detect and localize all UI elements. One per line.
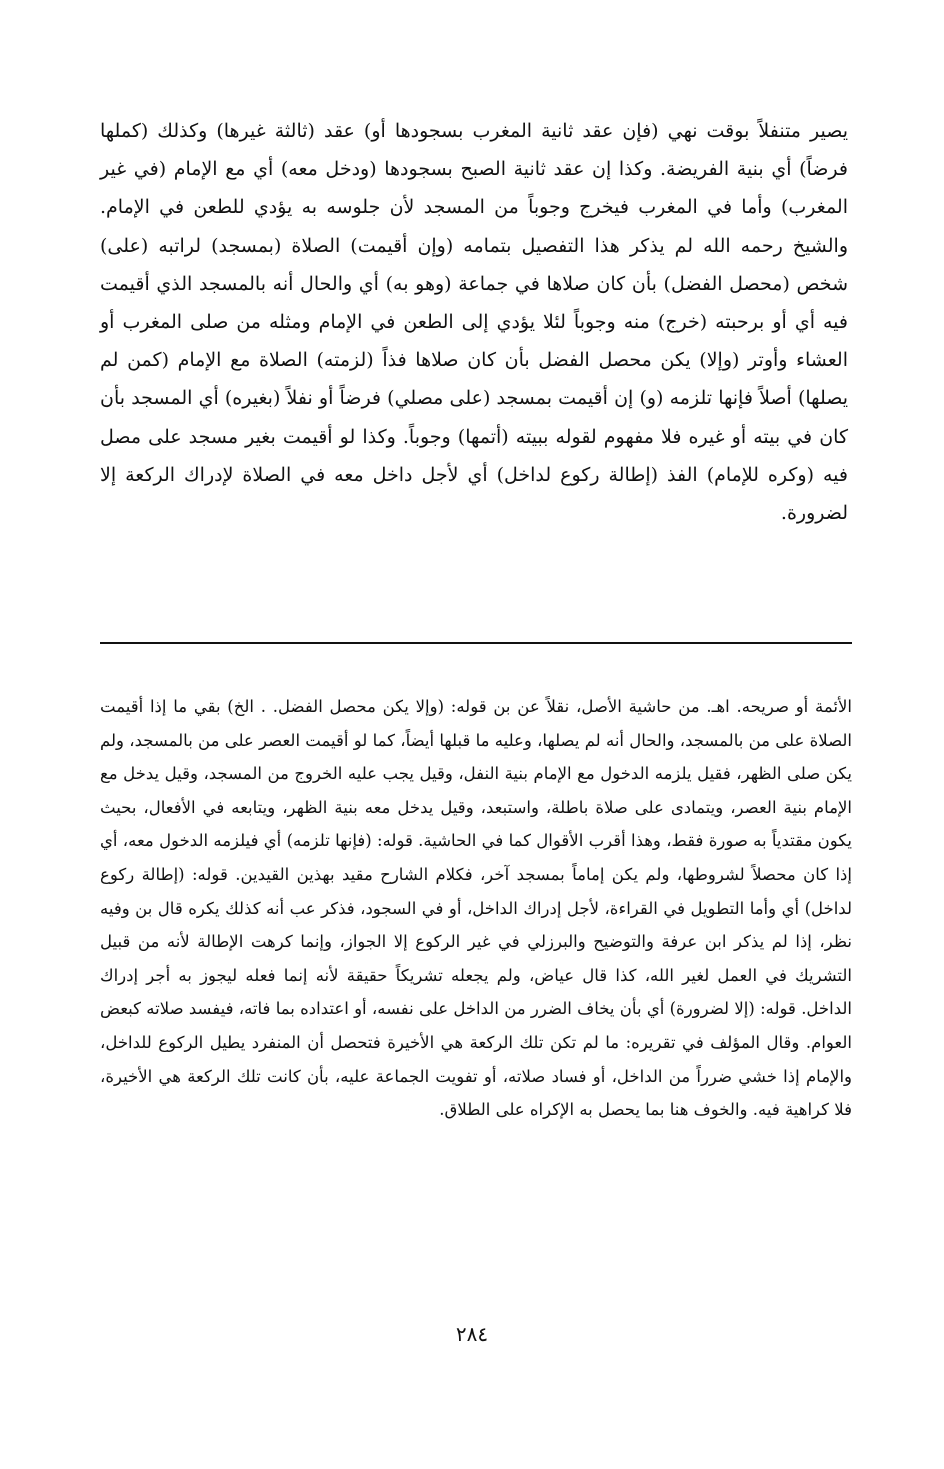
page-number: ٢٨٤ <box>455 1322 489 1346</box>
footnote-commentary <box>100 690 852 1127</box>
main-body-text <box>100 112 848 532</box>
footnote-paragraph: الأئمة أو صريحه. اهـ. من حاشية الأصل، نقلاً عن بن قوله: (وإلا يكن محصل الفضل. . الخ) بقي ما إذا أقيمت الصلاة على من بالمسجد، والحال أنه لم يصلها، وعليه ما قبلها أيضاً، كما لو أقيمت العصر على من بالمسجد، ولم يكن صلى الظهر، فقيل يلزمه الدخول مع الإمام بنية النفل، وقيل يجب عليه الخروج من المسجد، وقيل يدخل مع الإمام بنية العصر، ويتمادى على صلاة باطلة، واستبعد، وقيل يدخل معه بنية الظهر، ويتابعه في الأفعال، بحيث يكون مقتدياً به صورة فقط، وهذا أقرب الأقوال كما في الحاشية. قوله: (فإنها تلزمه) أي فيلزمه الدخول معه، أي إذا كان محصلاً لشروطها، ولم يكن إماماً بمسجد آخر، فكلام الشارح مقيد بهذين القيدين. قوله: (إطالة ركوع لداخل) أي وأما التطويل في القراءة، لأجل إدراك الداخل، أو في السجود، فذكر عب أنه كذلك يكره قال بن وفيه نظر، إذا لم يذكر ابن عرفة والتوضيح والبرزلي في غير الركوع إلا الجواز، وإنما كرهت الإطالة لأنه من قبيل التشريك في العمل لغير الله، كذا قال عياض، ولم يجعله تشريكاً حقيقة لأنه إنما فعله ليجوز به أجر إدراك الداخل. قوله: (إلا لضرورة) أي بأن يخاف الضرر من الداخل على نفسه، أو اعتداده بما فاته، فيفسد صلاته كبعض العوام. وقال المؤلف في تقريره: ما لم تكن تلك الركعة هي الأخيرة فتحصل أن المنفرد يطيل الركوع للداخل، والإمام إذا خشي ضرراً من الداخل، أو فساد صلاته، أو تفويت الجماعة عليه، بأن كانت تلك الركعة هي الأخيرة، فلا كراهية فيه. والخوف هنا بما يحصل به الإكراه على الطلاق. <box>100 697 852 1120</box>
footnote-separator-rule <box>100 642 852 644</box>
main-paragraph: يصير متنفلاً بوقت نهي (فإن عقد ثانية المغرب بسجودها أو) عقد (ثالثة غيرها) وكذلك (كملها فرضاً) أي بنية الفريضة. وكذا إن عقد ثانية الصبح بسجودها (ودخل معه) أي مع الإمام (في غير المغرب) وأما في المغرب فيخرج وجوباً من المسجد لأن جلوسه به يؤدي للطعن في الإمام. والشيخ رحمه الله لم يذكر هذا التفصيل بتمامه (وإن أقيمت) الصلاة (بمسجد) لراتبه (على) شخص (محصل الفضل) بأن كان صلاها في جماعة (وهو به) أي والحال أنه بالمسجد الذي أقيمت فيه أي أو برحبته (خرج) منه وجوباً لئلا يؤدي إلى الطعن في الإمام ومثله من صلى المغرب أو العشاء وأوتر (وإلا) يكن محصل الفضل بأن كان صلاها فذاً (لزمته) الصلاة مع الإمام (كمن لم يصلها) أصلاً فإنها تلزمه (و) إن أقيمت بمسجد (على مصلي) فرضاً أو نفلاً (بغيره) أي المسجد بأن كان في بيته أو غيره فلا مفهوم لقوله ببيته (أتمها) وجوباً. وكذا لو أقيمت بغير مسجد على مصل فيه (وكره للإمام) الفذ (إطالة ركوع لداخل) أي لأجل داخل معه في الصلاة لإدراك الركعة إلا لضرورة. <box>100 120 848 525</box>
